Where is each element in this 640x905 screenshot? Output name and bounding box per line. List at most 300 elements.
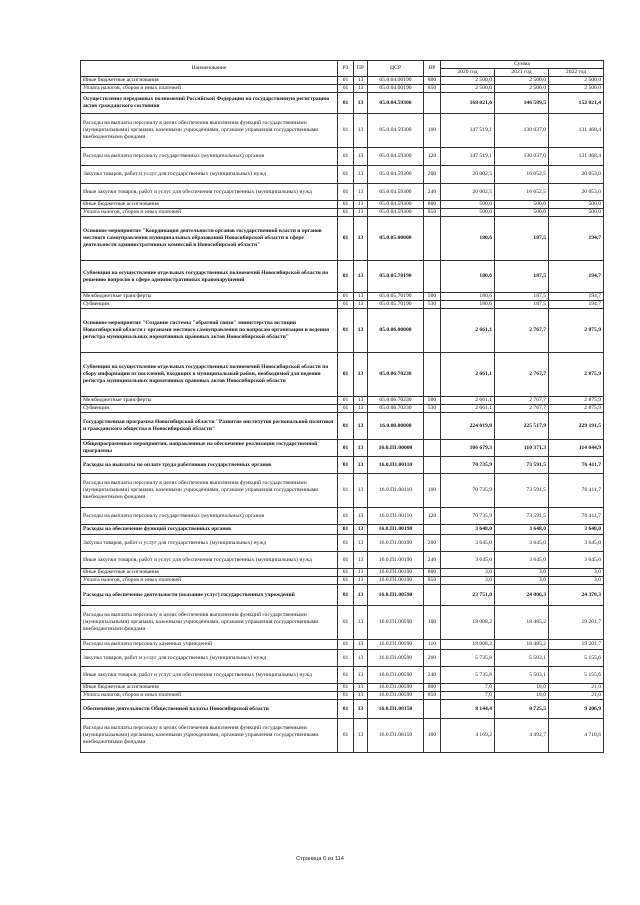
cell-vr: 100 — [424, 606, 441, 640]
cell-vr: 240 — [424, 667, 441, 684]
cell-csr: 16.0.П1.00590 — [368, 692, 424, 700]
cell-vr: 800 — [424, 201, 441, 209]
cell-csr: 16.0.П1.08150 — [368, 700, 424, 719]
cell-name: Иные бюджетные ассигнования — [81, 569, 338, 577]
cell-vr: 100 — [424, 114, 441, 148]
cell-2021: 16 052,5 — [495, 166, 549, 184]
cell-2020: 7,0 — [441, 684, 495, 692]
cell-name: Осуществление переданных полномочий Российской Федерации на государственную регистрацию актов гражданского состояния — [81, 93, 338, 114]
cell-vr: 530 — [424, 301, 441, 309]
cell-2020: 2 661,1 — [441, 405, 495, 413]
cell-2021: 3,0 — [495, 569, 549, 577]
cell-vr: 240 — [424, 552, 441, 569]
cell-pr: 13 — [354, 569, 368, 577]
cell-pr: 13 — [354, 525, 368, 535]
cell-vr: 200 — [424, 166, 441, 184]
cell-2020: 168 021,6 — [441, 93, 495, 114]
cell-pr: 13 — [354, 700, 368, 719]
cell-2020: 180,6 — [441, 261, 495, 293]
cell-2022: 3,0 — [549, 569, 604, 577]
cell-pr: 13 — [354, 309, 368, 353]
cell-name: Уплата налогов, сборов и иных платежей — [81, 577, 338, 585]
cell-csr: 05.0.04.59300 — [368, 114, 424, 148]
cell-2021: 500,0 — [495, 209, 549, 217]
cell-vr: 800 — [424, 77, 441, 85]
table-row — [81, 93, 604, 114]
cell-2020: 2 661,1 — [441, 397, 495, 405]
cell-rz: 01 — [338, 667, 354, 684]
cell-2022: 3,0 — [549, 577, 604, 585]
cell-2022: 21,0 — [549, 692, 604, 700]
cell-2021: 5 503,1 — [495, 650, 549, 667]
cell-2021: 18,0 — [495, 684, 549, 692]
table-row — [81, 413, 604, 440]
cell-rz: 01 — [338, 508, 354, 525]
table-row — [81, 700, 604, 719]
cell-2022: 114 044,9 — [549, 440, 604, 457]
cell-2021: 2 767,7 — [495, 397, 549, 405]
cell-2021: 3 648,0 — [495, 525, 549, 535]
cell-2022: 131 468,4 — [549, 114, 604, 148]
header-name: Наименование — [81, 61, 338, 77]
table-row — [81, 667, 604, 684]
cell-pr: 13 — [354, 209, 368, 217]
cell-2020: 147 519,1 — [441, 148, 495, 166]
cell-csr: 05.0.04.59300 — [368, 148, 424, 166]
cell-csr: 05.0.06.70230 — [368, 397, 424, 405]
cell-rz: 01 — [338, 293, 354, 301]
cell-pr: 13 — [354, 405, 368, 413]
cell-rz: 01 — [338, 114, 354, 148]
cell-pr: 13 — [354, 684, 368, 692]
cell-name: Расходы на выплаты персоналу в целях обеспечения выполнения функций государственными (муниципальными) органами, казенными учреждениями, органами управления государственными внебюджетными фондами — [81, 719, 338, 753]
cell-vr — [424, 457, 441, 474]
cell-2022: 194,7 — [549, 261, 604, 293]
cell-vr — [424, 525, 441, 535]
cell-pr: 13 — [354, 93, 368, 114]
cell-pr: 13 — [354, 535, 368, 552]
cell-2022: 3 645,0 — [549, 552, 604, 569]
cell-vr — [424, 440, 441, 457]
cell-name: Расходы на обеспечение деятельности (оказание услуг) государственных учреждений — [81, 585, 338, 606]
cell-vr — [424, 309, 441, 353]
cell-rz: 01 — [338, 577, 354, 585]
cell-vr: 850 — [424, 209, 441, 217]
cell-csr: 05.0.04.59300 — [368, 166, 424, 184]
cell-name: Межбюджетные трансферты — [81, 397, 338, 405]
cell-pr: 13 — [354, 650, 368, 667]
table-row — [81, 640, 604, 650]
cell-2021: 187,5 — [495, 261, 549, 293]
cell-pr: 13 — [354, 217, 368, 261]
table-row — [81, 577, 604, 585]
table-row — [81, 114, 604, 148]
cell-2022: 2 875,9 — [549, 353, 604, 397]
cell-2022: 229 191,5 — [549, 413, 604, 440]
cell-name: Закупка товаров, работ и услуг для государственных (муниципальных) нужд — [81, 535, 338, 552]
cell-name: Обеспечение деятельности Общественной палаты Новосибирской области — [81, 700, 338, 719]
cell-name: Расходы на выплаты персоналу в целях обеспечения выполнения функций государственными (муниципальными) органами, казенными учреждениями, органами управления государственными внебюджетными фондами — [81, 606, 338, 640]
cell-name: Уплата налогов, сборов и иных платежей — [81, 692, 338, 700]
cell-2022: 76 411,7 — [549, 474, 604, 508]
cell-2022: 5 155,6 — [549, 667, 604, 684]
cell-rz: 01 — [338, 569, 354, 577]
cell-2020: 70 735,9 — [441, 474, 495, 508]
cell-2022: 76 411,7 — [549, 508, 604, 525]
cell-csr: 16.0.П1.00110 — [368, 457, 424, 474]
cell-2022: 500,0 — [549, 209, 604, 217]
cell-2020: 224 019,0 — [441, 413, 495, 440]
cell-name: Субвенции — [81, 405, 338, 413]
cell-rz: 01 — [338, 413, 354, 440]
header-pr: ПР — [354, 61, 368, 77]
cell-pr: 13 — [354, 719, 368, 753]
cell-2022: 3 648,0 — [549, 525, 604, 535]
table-row — [81, 719, 604, 753]
cell-pr: 13 — [354, 413, 368, 440]
cell-2021: 2 767,7 — [495, 353, 549, 397]
cell-vr — [424, 353, 441, 397]
cell-csr: 05.0.04.59300 — [368, 184, 424, 201]
cell-2021: 3 645,0 — [495, 535, 549, 552]
cell-csr: 05.0.06.70230 — [368, 405, 424, 413]
cell-name: Расходы на выплаты персоналу казенных учреждений — [81, 640, 338, 650]
cell-name: Закупка товаров, работ и услуг для государственных (муниципальных) нужд — [81, 166, 338, 184]
cell-pr: 13 — [354, 692, 368, 700]
table-row — [81, 85, 604, 93]
cell-2020: 4 169,2 — [441, 719, 495, 753]
cell-2021: 24 006,3 — [495, 585, 549, 606]
cell-rz: 01 — [338, 440, 354, 457]
cell-name: Субвенция на осуществление отдельных государственных полномочий Новосибирской области по решению вопросов в сфере административных правонарушений — [81, 261, 338, 293]
cell-csr: 05.0.04.00190 — [368, 85, 424, 93]
cell-2021: 500,0 — [495, 201, 549, 209]
cell-vr: 850 — [424, 692, 441, 700]
table-row — [81, 148, 604, 166]
cell-2021: 130 037,0 — [495, 148, 549, 166]
cell-pr: 13 — [354, 640, 368, 650]
cell-2021: 3 645,0 — [495, 552, 549, 569]
cell-2022: 5 155,6 — [549, 650, 604, 667]
cell-2020: 106 679,3 — [441, 440, 495, 457]
cell-name: Основное мероприятие "Создание системы "обратной связи" министерства юстиции Новосибирской области с органами местного самоуправления по вопросам организации и ведения регистра муниципальных нормативных правовых актов Новосибирской области" — [81, 309, 338, 353]
cell-2020: 18 008,2 — [441, 640, 495, 650]
cell-2020: 180,6 — [441, 293, 495, 301]
cell-vr: 120 — [424, 508, 441, 525]
header-year-2022: 2022 год — [549, 69, 604, 77]
cell-rz: 01 — [338, 525, 354, 535]
table-row — [81, 293, 604, 301]
header-csr: ЦСР — [368, 61, 424, 77]
cell-2022: 131 468,4 — [549, 148, 604, 166]
cell-csr: 16.0.П1.00110 — [368, 508, 424, 525]
cell-2021: 4 492,7 — [495, 719, 549, 753]
cell-rz: 01 — [338, 209, 354, 217]
cell-pr: 13 — [354, 397, 368, 405]
table-row — [81, 77, 604, 85]
table-row — [81, 201, 604, 209]
header-year-2021: 2021 год — [495, 69, 549, 77]
page-footer: Страница 6 из 114 — [296, 856, 344, 862]
cell-pr: 13 — [354, 667, 368, 684]
cell-pr: 13 — [354, 440, 368, 457]
cell-vr — [424, 93, 441, 114]
cell-2020: 500,0 — [441, 209, 495, 217]
cell-rz: 01 — [338, 719, 354, 753]
cell-csr: 16.0.П1.00190 — [368, 577, 424, 585]
cell-2020: 2 500,0 — [441, 77, 495, 85]
cell-rz: 01 — [338, 552, 354, 569]
cell-rz: 01 — [338, 700, 354, 719]
cell-2021: 16 052,5 — [495, 184, 549, 201]
cell-vr: 240 — [424, 184, 441, 201]
cell-2021: 18,0 — [495, 692, 549, 700]
cell-2021: 73 591,5 — [495, 457, 549, 474]
table-row — [81, 684, 604, 692]
cell-2020: 20 002,5 — [441, 184, 495, 201]
table-row — [81, 184, 604, 201]
cell-pr: 13 — [354, 353, 368, 397]
cell-pr: 13 — [354, 457, 368, 474]
cell-csr: 16.0.П1.00190 — [368, 552, 424, 569]
cell-name: Субвенция на осуществление отдельных государственных полномочий Новосибирской области по сбору информации от поселений, входящих в муниципальный район, необходимой для ведения регистра муниципальных нормативных правовых актов Новосибирской области — [81, 353, 338, 397]
cell-2020: 18 008,2 — [441, 606, 495, 640]
cell-name: Иные бюджетные ассигнования — [81, 201, 338, 209]
cell-rz: 01 — [338, 85, 354, 93]
cell-2021: 2 767,7 — [495, 309, 549, 353]
cell-rz: 01 — [338, 261, 354, 293]
cell-rz: 01 — [338, 301, 354, 309]
cell-2021: 187,5 — [495, 301, 549, 309]
cell-2022: 3 645,0 — [549, 535, 604, 552]
cell-rz: 01 — [338, 535, 354, 552]
cell-2020: 70 735,9 — [441, 508, 495, 525]
cell-vr: 110 — [424, 640, 441, 650]
cell-vr — [424, 585, 441, 606]
cell-csr: 16.0.00.00000 — [368, 413, 424, 440]
table-row — [81, 474, 604, 508]
cell-2020: 2 661,1 — [441, 353, 495, 397]
cell-pr: 13 — [354, 261, 368, 293]
cell-csr: 05.0.05.00000 — [368, 217, 424, 261]
cell-2022: 194,7 — [549, 301, 604, 309]
cell-2022: 2 875,9 — [549, 405, 604, 413]
cell-pr: 13 — [354, 577, 368, 585]
cell-rz: 01 — [338, 474, 354, 508]
cell-2021: 73 591,5 — [495, 508, 549, 525]
cell-csr: 05.0.06.00000 — [368, 309, 424, 353]
cell-2022: 2 500,0 — [549, 85, 604, 93]
cell-2020: 3 645,0 — [441, 552, 495, 569]
header-vr: ВР — [424, 61, 441, 77]
cell-name: Иные закупки товаров, работ и услуг для обеспечения государственных (муниципальных) нужд — [81, 667, 338, 684]
cell-vr: 100 — [424, 719, 441, 753]
cell-2021: 110 371,3 — [495, 440, 549, 457]
cell-name: Общепрограммные мероприятия, направленные на обеспечение реализации государственной программы — [81, 440, 338, 457]
table-row — [81, 217, 604, 261]
cell-pr: 13 — [354, 606, 368, 640]
cell-csr: 05.0.04.59300 — [368, 93, 424, 114]
cell-2020: 5 735,8 — [441, 667, 495, 684]
cell-vr: 800 — [424, 684, 441, 692]
cell-rz: 01 — [338, 77, 354, 85]
cell-2021: 2 767,7 — [495, 405, 549, 413]
cell-2022: 19 201,7 — [549, 606, 604, 640]
cell-name: Расходы на выплаты персоналу в целях обеспечения выполнения функций государственными (муниципальными) органами, казенными учреждениями, органами управления государственными внебюджетными фондами — [81, 114, 338, 148]
cell-2022: 194,7 — [549, 293, 604, 301]
cell-rz: 01 — [338, 606, 354, 640]
cell-csr: 05.0.06.70230 — [368, 353, 424, 397]
cell-csr: 16.0.П1.00190 — [368, 525, 424, 535]
cell-rz: 01 — [338, 457, 354, 474]
cell-name: Основное мероприятие "Координация деятельности органов государственной власти и органов местного самоуправления муниципальных образований Новосибирской области в сфере деятельности административных комиссий в Новосибирской области" — [81, 217, 338, 261]
cell-csr: 05.0.04.59300 — [368, 201, 424, 209]
cell-2020: 5 735,8 — [441, 650, 495, 667]
cell-name: Иные бюджетные ассигнования — [81, 77, 338, 85]
cell-rz: 01 — [338, 650, 354, 667]
cell-name: Уплата налогов, сборов и иных платежей — [81, 85, 338, 93]
table-row — [81, 457, 604, 474]
cell-csr: 05.0.05.70190 — [368, 301, 424, 309]
cell-2022: 20 053,0 — [549, 166, 604, 184]
cell-rz: 01 — [338, 93, 354, 114]
cell-pr: 13 — [354, 552, 368, 569]
cell-name: Уплата налогов, сборов и иных платежей — [81, 209, 338, 217]
cell-2022: 19 201,7 — [549, 640, 604, 650]
cell-2020: 23 751,0 — [441, 585, 495, 606]
cell-vr: 200 — [424, 535, 441, 552]
cell-rz: 01 — [338, 148, 354, 166]
cell-2021: 18 485,2 — [495, 640, 549, 650]
table-row — [81, 166, 604, 184]
cell-vr: 800 — [424, 569, 441, 577]
cell-pr: 13 — [354, 293, 368, 301]
cell-rz: 01 — [338, 184, 354, 201]
header-sum: Сумма — [441, 61, 604, 69]
cell-2022: 152 021,4 — [549, 93, 604, 114]
cell-2020: 2 500,0 — [441, 85, 495, 93]
table-row — [81, 650, 604, 667]
cell-2021: 3,0 — [495, 577, 549, 585]
cell-name: Расходы на обеспечение функций государственных органов — [81, 525, 338, 535]
cell-vr: 200 — [424, 650, 441, 667]
table-row — [81, 569, 604, 577]
cell-2020: 3 645,0 — [441, 535, 495, 552]
cell-vr: 850 — [424, 577, 441, 585]
cell-name: Субвенции — [81, 301, 338, 309]
cell-rz: 01 — [338, 166, 354, 184]
table-row — [81, 209, 604, 217]
cell-csr: 16.0.П1.00110 — [368, 474, 424, 508]
cell-name: Расходы на выплаты персоналу государственных (муниципальных) органов — [81, 148, 338, 166]
cell-2020: 3,0 — [441, 577, 495, 585]
cell-vr — [424, 700, 441, 719]
cell-2021: 5 503,1 — [495, 667, 549, 684]
cell-csr: 16.0.П1.00000 — [368, 440, 424, 457]
cell-name: Иные бюджетные ассигнования — [81, 684, 338, 692]
cell-2021: 187,5 — [495, 293, 549, 301]
cell-rz: 01 — [338, 397, 354, 405]
cell-rz: 01 — [338, 405, 354, 413]
cell-vr: 500 — [424, 397, 441, 405]
cell-name: Расходы на выплаты персоналу государственных (муниципальных) органов — [81, 508, 338, 525]
table-row — [81, 397, 604, 405]
cell-2022: 2 875,9 — [549, 309, 604, 353]
cell-csr: 16.0.П1.00190 — [368, 535, 424, 552]
cell-pr: 13 — [354, 85, 368, 93]
cell-2020: 70 735,9 — [441, 457, 495, 474]
cell-2020: 180,6 — [441, 301, 495, 309]
table-row — [81, 692, 604, 700]
cell-rz: 01 — [338, 217, 354, 261]
cell-2021: 73 591,5 — [495, 474, 549, 508]
cell-vr: 530 — [424, 405, 441, 413]
cell-pr: 13 — [354, 474, 368, 508]
cell-csr: 05.0.05.70190 — [368, 261, 424, 293]
cell-csr: 16.0.П1.00590 — [368, 667, 424, 684]
table-row — [81, 261, 604, 293]
cell-vr — [424, 217, 441, 261]
cell-2021: 8 725,5 — [495, 700, 549, 719]
table-row — [81, 301, 604, 309]
cell-vr — [424, 413, 441, 440]
cell-rz: 01 — [338, 353, 354, 397]
cell-name: Межбюджетные трансферты — [81, 293, 338, 301]
budget-table-sheet — [80, 60, 603, 753]
cell-2021: 187,5 — [495, 217, 549, 261]
header-year-2020: 2020 год — [441, 69, 495, 77]
cell-2022: 9 206,9 — [549, 700, 604, 719]
cell-csr: 16.0.П1.08150 — [368, 719, 424, 753]
cell-2022: 2 875,9 — [549, 397, 604, 405]
table-row — [81, 353, 604, 397]
header-rz: РЗ — [338, 61, 354, 77]
cell-csr: 05.0.04.59300 — [368, 209, 424, 217]
cell-vr: 500 — [424, 293, 441, 301]
budget-table — [80, 60, 604, 753]
cell-2021: 2 500,0 — [495, 85, 549, 93]
cell-csr: 05.0.05.70190 — [368, 293, 424, 301]
cell-csr: 16.0.П1.00590 — [368, 640, 424, 650]
cell-rz: 01 — [338, 640, 354, 650]
table-row — [81, 606, 604, 640]
cell-csr: 16.0.П1.00590 — [368, 650, 424, 667]
cell-2021: 2 500,0 — [495, 77, 549, 85]
table-row — [81, 525, 604, 535]
cell-pr: 13 — [354, 585, 368, 606]
cell-2020: 7,0 — [441, 692, 495, 700]
cell-csr: 05.0.04.00190 — [368, 77, 424, 85]
cell-vr: 100 — [424, 474, 441, 508]
table-row — [81, 440, 604, 457]
cell-2020: 8 144,4 — [441, 700, 495, 719]
cell-2020: 2 661,1 — [441, 309, 495, 353]
cell-name: Закупка товаров, работ и услуг для государственных (муниципальных) нужд — [81, 650, 338, 667]
table-body — [81, 77, 604, 753]
cell-name: Расходы на выплаты персоналу в целях обеспечения выполнения функций государственными (муниципальными) органами, казенными учреждениями, органами управления государственными внебюджетными фондами — [81, 474, 338, 508]
cell-2020: 147 519,1 — [441, 114, 495, 148]
table-row — [81, 309, 604, 353]
cell-2022: 194,7 — [549, 217, 604, 261]
cell-2020: 3 648,0 — [441, 525, 495, 535]
cell-name: Иные закупки товаров, работ и услуг для обеспечения государственных (муниципальных) нужд — [81, 184, 338, 201]
cell-rz: 01 — [338, 309, 354, 353]
cell-pr: 13 — [354, 114, 368, 148]
cell-name: Расходы на выплаты по оплате труда работников государственных органов — [81, 457, 338, 474]
cell-pr: 13 — [354, 301, 368, 309]
cell-2021: 130 037,0 — [495, 114, 549, 148]
cell-2021: 146 589,5 — [495, 93, 549, 114]
